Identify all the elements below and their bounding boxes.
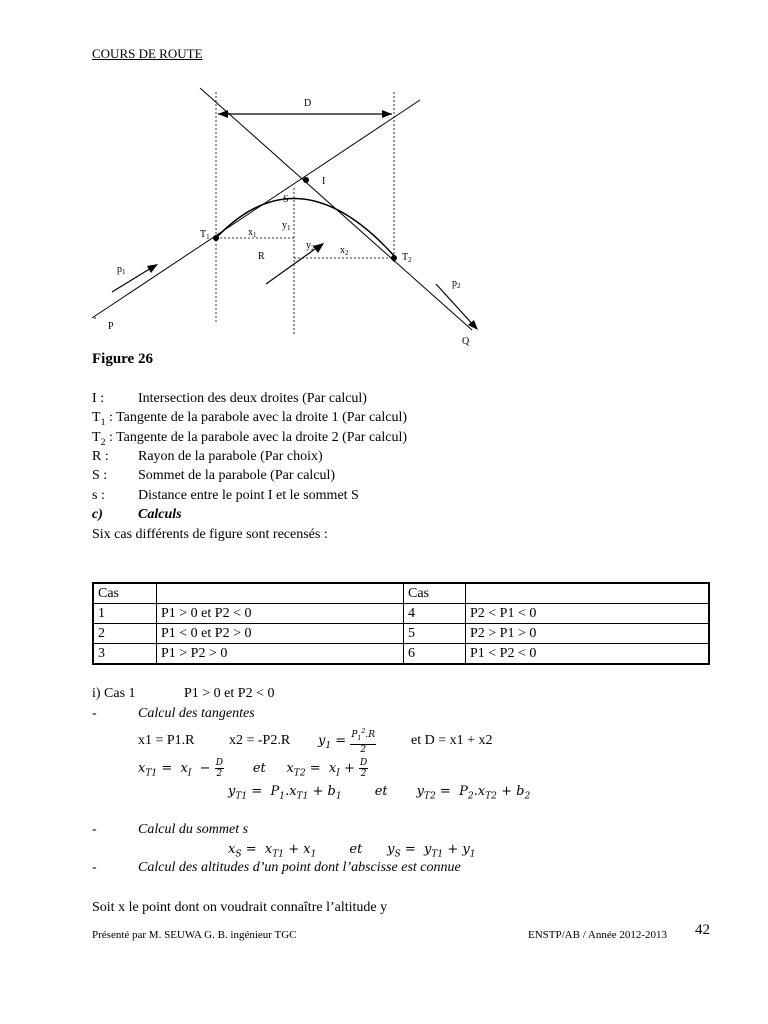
case1-condition: P1 > 0 et P2 < 0 xyxy=(184,686,275,701)
legend-key: s : xyxy=(92,488,105,503)
label-T1: $T_1$ xyxy=(200,229,210,241)
arrowhead xyxy=(147,264,158,273)
legend-text: Intersection des deux droites (Par calcul) xyxy=(138,391,367,406)
table-cell: 1 xyxy=(93,604,157,624)
equation-sommet: $x_S = x_{T1} + x_1$ et $y_S = y_{T1} + y_1$ xyxy=(228,842,476,860)
table-cell: 2 xyxy=(93,624,157,644)
point-I xyxy=(303,177,309,183)
table-cell: P2 < P1 < 0 xyxy=(466,604,710,624)
equation-x2: x2 = -P2.R xyxy=(229,733,291,748)
stray-dot xyxy=(94,317,96,319)
case1-title: i) Cas 1 xyxy=(92,686,136,701)
label-T2: $T_2$ xyxy=(402,252,412,264)
arrowhead xyxy=(218,110,228,118)
table-cell: P1 < 0 et P2 > 0 xyxy=(157,624,404,644)
equation-xT1: $x_{T1} = x_I$ − $\frac{D}{2}$ et $x_{T2} = x_I$ + $\frac{D}{2}$ xyxy=(138,758,368,779)
legend-key: S : xyxy=(92,468,108,483)
legend-text: Sommet de la parabole (Par calcul) xyxy=(138,468,336,483)
figure-caption: Figure 26 xyxy=(92,351,153,367)
equation-D: et D = x1 + x2 xyxy=(411,733,493,748)
footer-right: ENSTP/AB / Année 2012-2013 xyxy=(528,929,668,941)
legend-row xyxy=(92,449,323,465)
table-cell: P1 > P2 > 0 xyxy=(157,644,404,665)
legend-text: Distance entre le point I et le sommet S xyxy=(138,488,359,503)
table-cell: P2 > P1 > 0 xyxy=(466,624,710,644)
legend-row: $T_2$ : Tangente de la parabole avec la droite 2 (Par calcul) xyxy=(92,430,408,448)
label-Q: Q xyxy=(462,336,470,347)
bullet-dash: - xyxy=(92,822,97,837)
bullet-dash: - xyxy=(92,860,97,875)
label-x2: $x_2$ xyxy=(340,245,349,257)
label-R: R xyxy=(258,251,265,262)
point-T1 xyxy=(213,235,219,241)
closing-text: Soit x le point dont on voudrait connaître l’altitude y xyxy=(92,900,388,915)
bullet-tangentes: Calcul des tangentes xyxy=(138,706,255,721)
legend-key: R : xyxy=(92,449,109,464)
bullet-dash: - xyxy=(92,706,97,721)
footer-left: Présenté par M. SEUWA G. B. ingénieur TGC xyxy=(92,929,297,941)
line-1 xyxy=(92,100,420,318)
legend-text: : Tangente de la parabole avec la droite 1 (Par calcul) xyxy=(105,410,408,425)
table-row xyxy=(93,644,709,665)
table-cell: 4 xyxy=(404,604,466,624)
arrowhead xyxy=(382,110,392,118)
parabola-figure xyxy=(0,0,768,360)
label-p2: $p_2$ xyxy=(452,278,461,290)
table-header-row xyxy=(93,583,709,604)
legend-text: : Tangente de la parabole avec la droite 2 (Par calcul) xyxy=(105,430,408,445)
arrowhead xyxy=(313,243,324,253)
label-y2: $y_2$ xyxy=(306,240,315,252)
label-P: P xyxy=(108,321,114,332)
label-y1: $y_1$ xyxy=(282,220,291,232)
legend-row xyxy=(92,488,359,504)
label-x1: $x_1$ xyxy=(248,227,257,239)
bullet-altitudes: Calcul des altitudes d’un point dont l’abscisse est connue xyxy=(138,860,461,875)
intro-text: Six cas différents de figure sont recensés : xyxy=(92,527,328,542)
table-cell: 6 xyxy=(404,644,466,665)
table-cell: Cas xyxy=(404,583,466,604)
bullet-sommet: Calcul du sommet s xyxy=(138,822,249,837)
label-S: S xyxy=(283,194,289,205)
label-I: I xyxy=(322,176,326,187)
legend-row: $T_1$ : Tangente de la parabole avec la droite 1 (Par calcul) xyxy=(92,410,408,428)
p2-arrow xyxy=(436,284,476,328)
table-cell: 3 xyxy=(93,644,157,665)
table-cell: P1 < P2 < 0 xyxy=(466,644,710,665)
page-number: 42 xyxy=(695,922,710,938)
table-cell xyxy=(157,583,404,604)
legend-key: I : xyxy=(92,391,105,406)
document-header: COURS DE ROUTE xyxy=(92,46,203,61)
label-D: D xyxy=(304,98,312,109)
label-p1: $p_1$ xyxy=(117,264,126,276)
legend-row xyxy=(92,391,367,407)
legend-key: T xyxy=(92,410,101,425)
table-row xyxy=(93,604,709,624)
equation-x1: x1 = P1.R xyxy=(138,733,195,748)
table-cell: 5 xyxy=(404,624,466,644)
legend-key: T xyxy=(92,430,101,445)
point-T2 xyxy=(391,255,397,261)
legend-text: Rayon de la parabole (Par choix) xyxy=(138,449,323,464)
cases-table xyxy=(92,582,710,665)
table-row xyxy=(93,624,709,644)
equation-yT: $y_{T1} = P_1.x_{T1} + b_1$ et $y_{T2} = P_2.x_{T2} + b_2$ xyxy=(228,784,531,802)
equation-y1: $y_1$ = $\frac{P_1^2.R}{2}$ xyxy=(318,728,376,755)
section-heading-calculs: c) Calculs xyxy=(92,507,182,522)
legend-row xyxy=(92,468,335,484)
table-cell: Cas xyxy=(93,583,157,604)
table-cell xyxy=(466,583,710,604)
table-cell: P1 > 0 et P2 < 0 xyxy=(157,604,404,624)
